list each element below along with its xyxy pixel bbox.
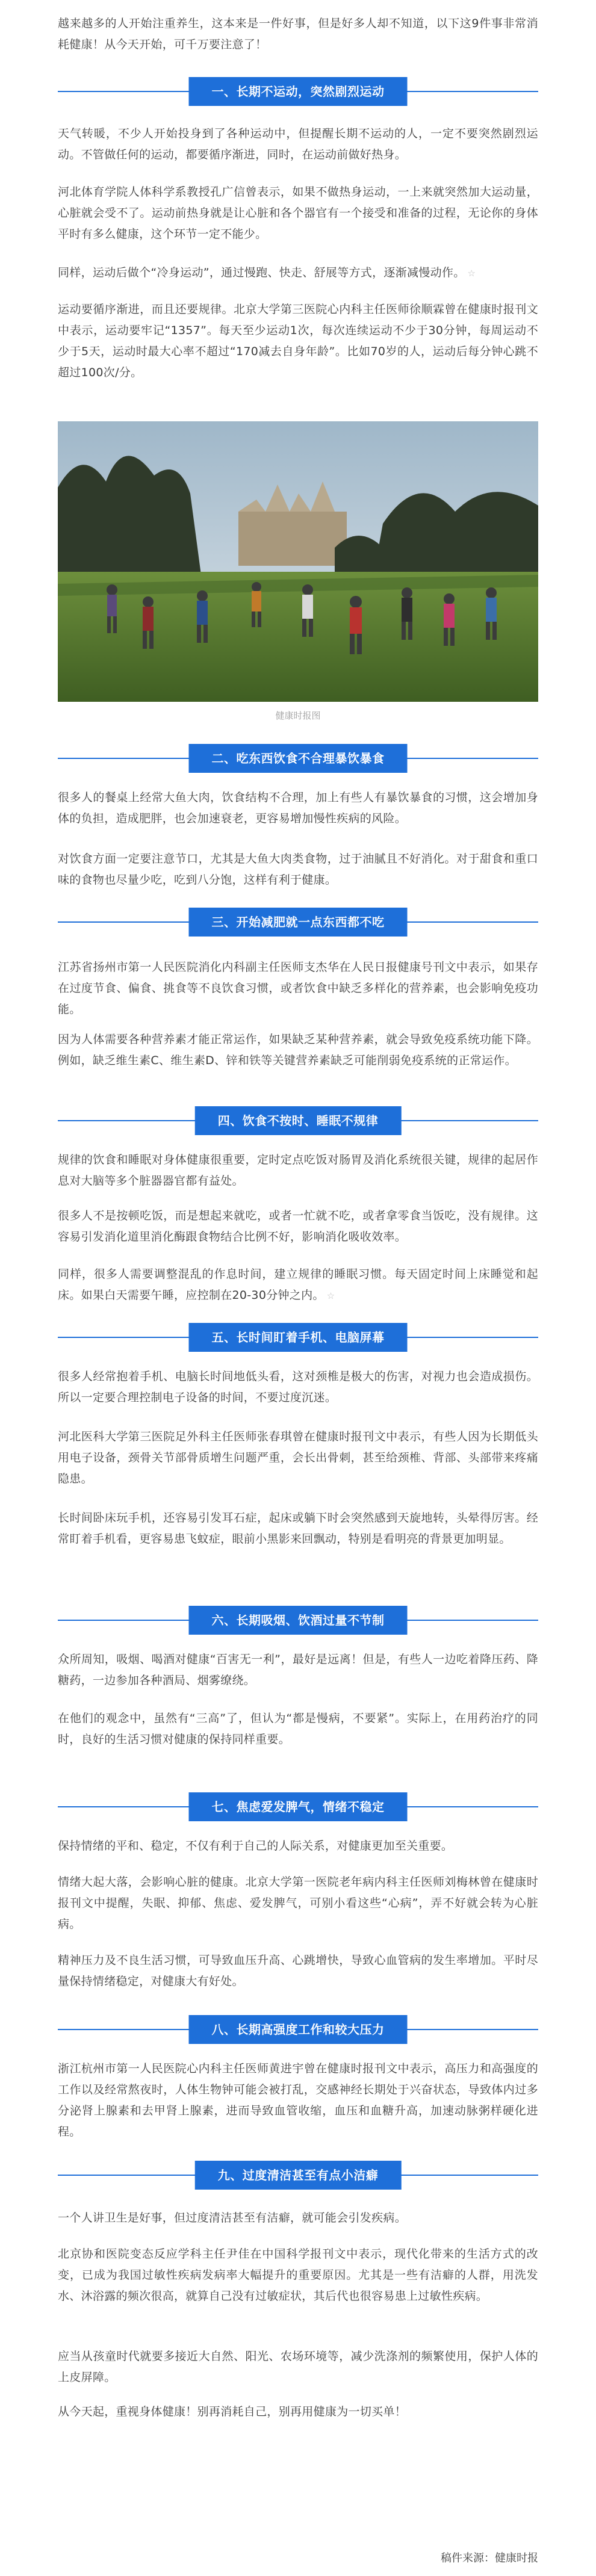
- section-body: [58, 1264, 538, 1307]
- paragraph: 一个人讲卫生是好事，但过度清洁甚至有洁癖，就可能会引发疾病。: [58, 2211, 407, 2225]
- heading-label: 二、吃东西饮食不合理暴饮暴食: [189, 744, 408, 773]
- star-icon: ☆: [467, 268, 476, 279]
- paragraph: 同样，很多人需要调整混乱的作息时间，建立规律的睡眠习惯。每天固定时间上床睡觉和起床。如果白天需要午睡，应控制在20-30分钟之内。 ☆: [58, 1268, 538, 1302]
- section-body: [58, 2244, 538, 2307]
- paragraph: 同样，运动后做个“冷身运动”，通过慢跑、快走、舒展等方式，逐渐减慢动作。 ☆: [58, 266, 476, 279]
- section-body: [58, 787, 538, 829]
- section-body: [58, 1508, 538, 1550]
- paragraph: 众所周知，吸烟、喝酒对健康“百害无一利”，最好是远离！但是，有些人一边吃着降压药、降糖药，一边参加各种酒局、烟雾缭绕。: [58, 1653, 538, 1687]
- paragraph: 天气转暖，不少人开始投身到了各种运动中，但提醒长期不运动的人，一定不要突然剧烈运动。不管做任何的运动，都要循序渐进，同时，在运动前做好热身。: [58, 127, 538, 161]
- section-body: [58, 957, 538, 1020]
- image-caption: 健康时报图: [275, 710, 321, 721]
- paragraph: 在他们的观念中，虽然有“三高”了，但认为“都是慢病，不要紧”。实际上，在用药治疗的同时，良好的生活习惯对健康的保持同样重要。: [58, 1712, 538, 1746]
- intro: [58, 13, 538, 55]
- section-body: [58, 2346, 538, 2388]
- heading-label: 七、焦虑爱发脾气，情绪不稳定: [189, 1792, 408, 1821]
- source-credit: 稿件来源：健康时报: [441, 2552, 538, 2565]
- section-body: [58, 1649, 538, 1691]
- paragraph: 河北体育学院人体科学系教授孔广信曾表示，如果不做热身运动，一上来就突然加大运动量，心脏就会受不了。运动前热身就是让心脏和各个器官有一个接受和准备的过程，无论你的身体平时有多么健康，这个环节一定不能少。: [58, 185, 538, 241]
- paragraph: 江苏省扬州市第一人民医院消化内科副主任医师支杰华在人民日报健康号刊文中表示，如果存在过度节食、偏食、挑食等不良饮食习惯，或者饮食中缺乏多样化的营养素，也会影响免疫功能。: [58, 961, 538, 1016]
- paragraph: 河北医科大学第三医院足外科主任医师张春琪曾在健康时报刊文中表示，有些人因为长期低头用电子设备，颈骨关节部骨质增生问题严重，会长出骨刺，甚至给颈椎、背部、头部带来疼痛隐患。: [58, 1430, 538, 1485]
- section-body: [58, 1836, 538, 1857]
- section-body: [58, 1872, 538, 1935]
- heading-label: 一、长期不运动，突然剧烈运动: [189, 77, 408, 106]
- section-body: [58, 123, 538, 166]
- park-exercise-illustration: [58, 421, 538, 702]
- heading-label: 五、长时间盯着手机、电脑屏幕: [189, 1323, 408, 1352]
- heading-label: 四、饮食不按时、睡眠不规律: [195, 1106, 402, 1135]
- intro-text: 越来越多的人开始注重养生，这本来是一件好事，但是好多人却不知道，以下这9件事非常消耗健康！从今天开始，可千万要注意了！: [58, 17, 538, 51]
- paragraph: 北京协和医院变态反应学科主任尹佳在中国科学报刊文中表示，现代化带来的生活方式的改变，已成为我国过敏性疾病发病率大幅提升的重要原因。尤其是一些有洁癖的人群，用洗发水、沐浴露的频次很高，就算自己没有过敏症状，其后代也很容易患上过敏性疾病。: [58, 2247, 538, 2303]
- paragraph: 浙江杭州市第一人民医院心内科主任医师黄进宇曾在健康时报刊文中表示，高压力和高强度的工作以及经常熬夜时，人体生物钟可能会被打乱，交感神经长期处于兴奋状态，导致体内过多分泌肾上腺素和去甲肾上腺素，进而导致血管收缩，血压和血糖升高，加速动脉粥样硬化进程。: [58, 2062, 538, 2138]
- section-body: [58, 1426, 538, 1490]
- section-body: [58, 1366, 538, 1408]
- paragraph: 对饮食方面一定要注意节口，尤其是大鱼大肉类食物，过于油腻且不好消化。对于甜食和重口味的食物也尽量少吃，吃到八分饱，这样有利于健康。: [58, 852, 538, 887]
- paragraph: 情绪大起大落，会影响心脏的健康。北京大学第一医院老年病内科主任医师刘梅林曾在健康时报刊文中提醒，失眠、抑郁、焦虑、爱发脾气，可别小看这些“心病”，弄不好就会转为心脏病。: [58, 1875, 538, 1931]
- heading-label: 九、过度清洁甚至有点小洁癖: [195, 2161, 402, 2190]
- paragraph: 长时间卧床玩手机，还容易引发耳石症，起床或躺下时会突然感到天旋地转，头晕得厉害。经常盯着手机看，更容易患飞蚊症，眼前小黑影来回飘动，特别是看明亮的背景更加明显。: [58, 1511, 538, 1546]
- paragraph: 很多人的餐桌上经常大鱼大肉，饮食结构不合理，加上有些人有暴饮暴食的习惯，这会增加身体的负担，造成肥胖，也会加速衰老，更容易增加慢性疾病的风险。: [58, 791, 538, 825]
- heading-label: 六、长期吸烟、饮酒过量不节制: [189, 1606, 408, 1635]
- section-body: [58, 1029, 538, 1071]
- section-body: [58, 2401, 538, 2423]
- section-body: [58, 1206, 538, 1248]
- heading-label: 三、开始减肥就一点东西都不吃: [189, 908, 408, 937]
- paragraph: 保持情绪的平和、稳定，不仅有利于自己的人际关系，对健康更加至关重要。: [58, 1839, 453, 1853]
- paragraph: 因为人体需要各种营养素才能正常运作，如果缺乏某种营养素，就会导致免疫系统功能下降。例如，缺乏维生素C、维生素D、锌和铁等关键营养素缺乏可能削弱免疫系统的正常运作。: [58, 1033, 538, 1067]
- section-body: [58, 2058, 538, 2143]
- section-body: [58, 2208, 538, 2229]
- paragraph: 很多人不是按顿吃饭，而是想起来就吃，或者一忙就不吃，或者拿零食当饭吃，没有规律。这容易引发消化道里消化酶跟食物结合比例不好，影响消化吸收效率。: [58, 1209, 538, 1243]
- exercise-photo: [58, 421, 538, 702]
- section-body: [58, 262, 538, 284]
- star-icon: ☆: [326, 1290, 335, 1301]
- paragraph: 从今天起，重视身体健康！别再消耗自己，别再用健康为一切买单！: [58, 2405, 407, 2418]
- paragraph: 运动要循序渐进，而且还要规律。北京大学第三医院心内科主任医师徐顺霖曾在健康时报刊文中表示，运动要牢记“1357”。每天至少运动1次，每次连续运动不少于30分钟，每周运动不少于5天，运动时最大心率不超过“170减去自身年龄”。比如70岁的人，运动后每分钟心跳不超过100次/分。: [58, 303, 538, 379]
- section-body: [58, 182, 538, 245]
- section-body: [58, 299, 538, 383]
- section-body: [58, 1950, 538, 1992]
- paragraph: 规律的饮食和睡眠对身体健康很重要，定时定点吃饭对肠胃及消化系统很关键，规律的起居作息对大脑等多个脏器器官都有益处。: [58, 1153, 538, 1187]
- paragraph: 很多人经常抱着手机、电脑长时间地低头看，这对颈椎是极大的伤害，对视力也会造成损伤。所以一定要合理控制电子设备的时间，不要过度沉迷。: [58, 1370, 538, 1404]
- paragraph: 应当从孩童时代就要多接近大自然、阳光、农场环境等，减少洗涤剂的频繁使用，保护人体的上皮屏障。: [58, 2350, 538, 2384]
- heading-label: 八、长期高强度工作和较大压力: [189, 2015, 408, 2044]
- section-body: [58, 1708, 538, 1750]
- section-body: [58, 849, 538, 891]
- paragraph: 精神压力及不良生活习惯，可导致血压升高、心跳增快，导致心血管病的发生率增加。平时尽量保持情绪稳定，对健康大有好处。: [58, 1954, 538, 1988]
- section-body: [58, 1150, 538, 1192]
